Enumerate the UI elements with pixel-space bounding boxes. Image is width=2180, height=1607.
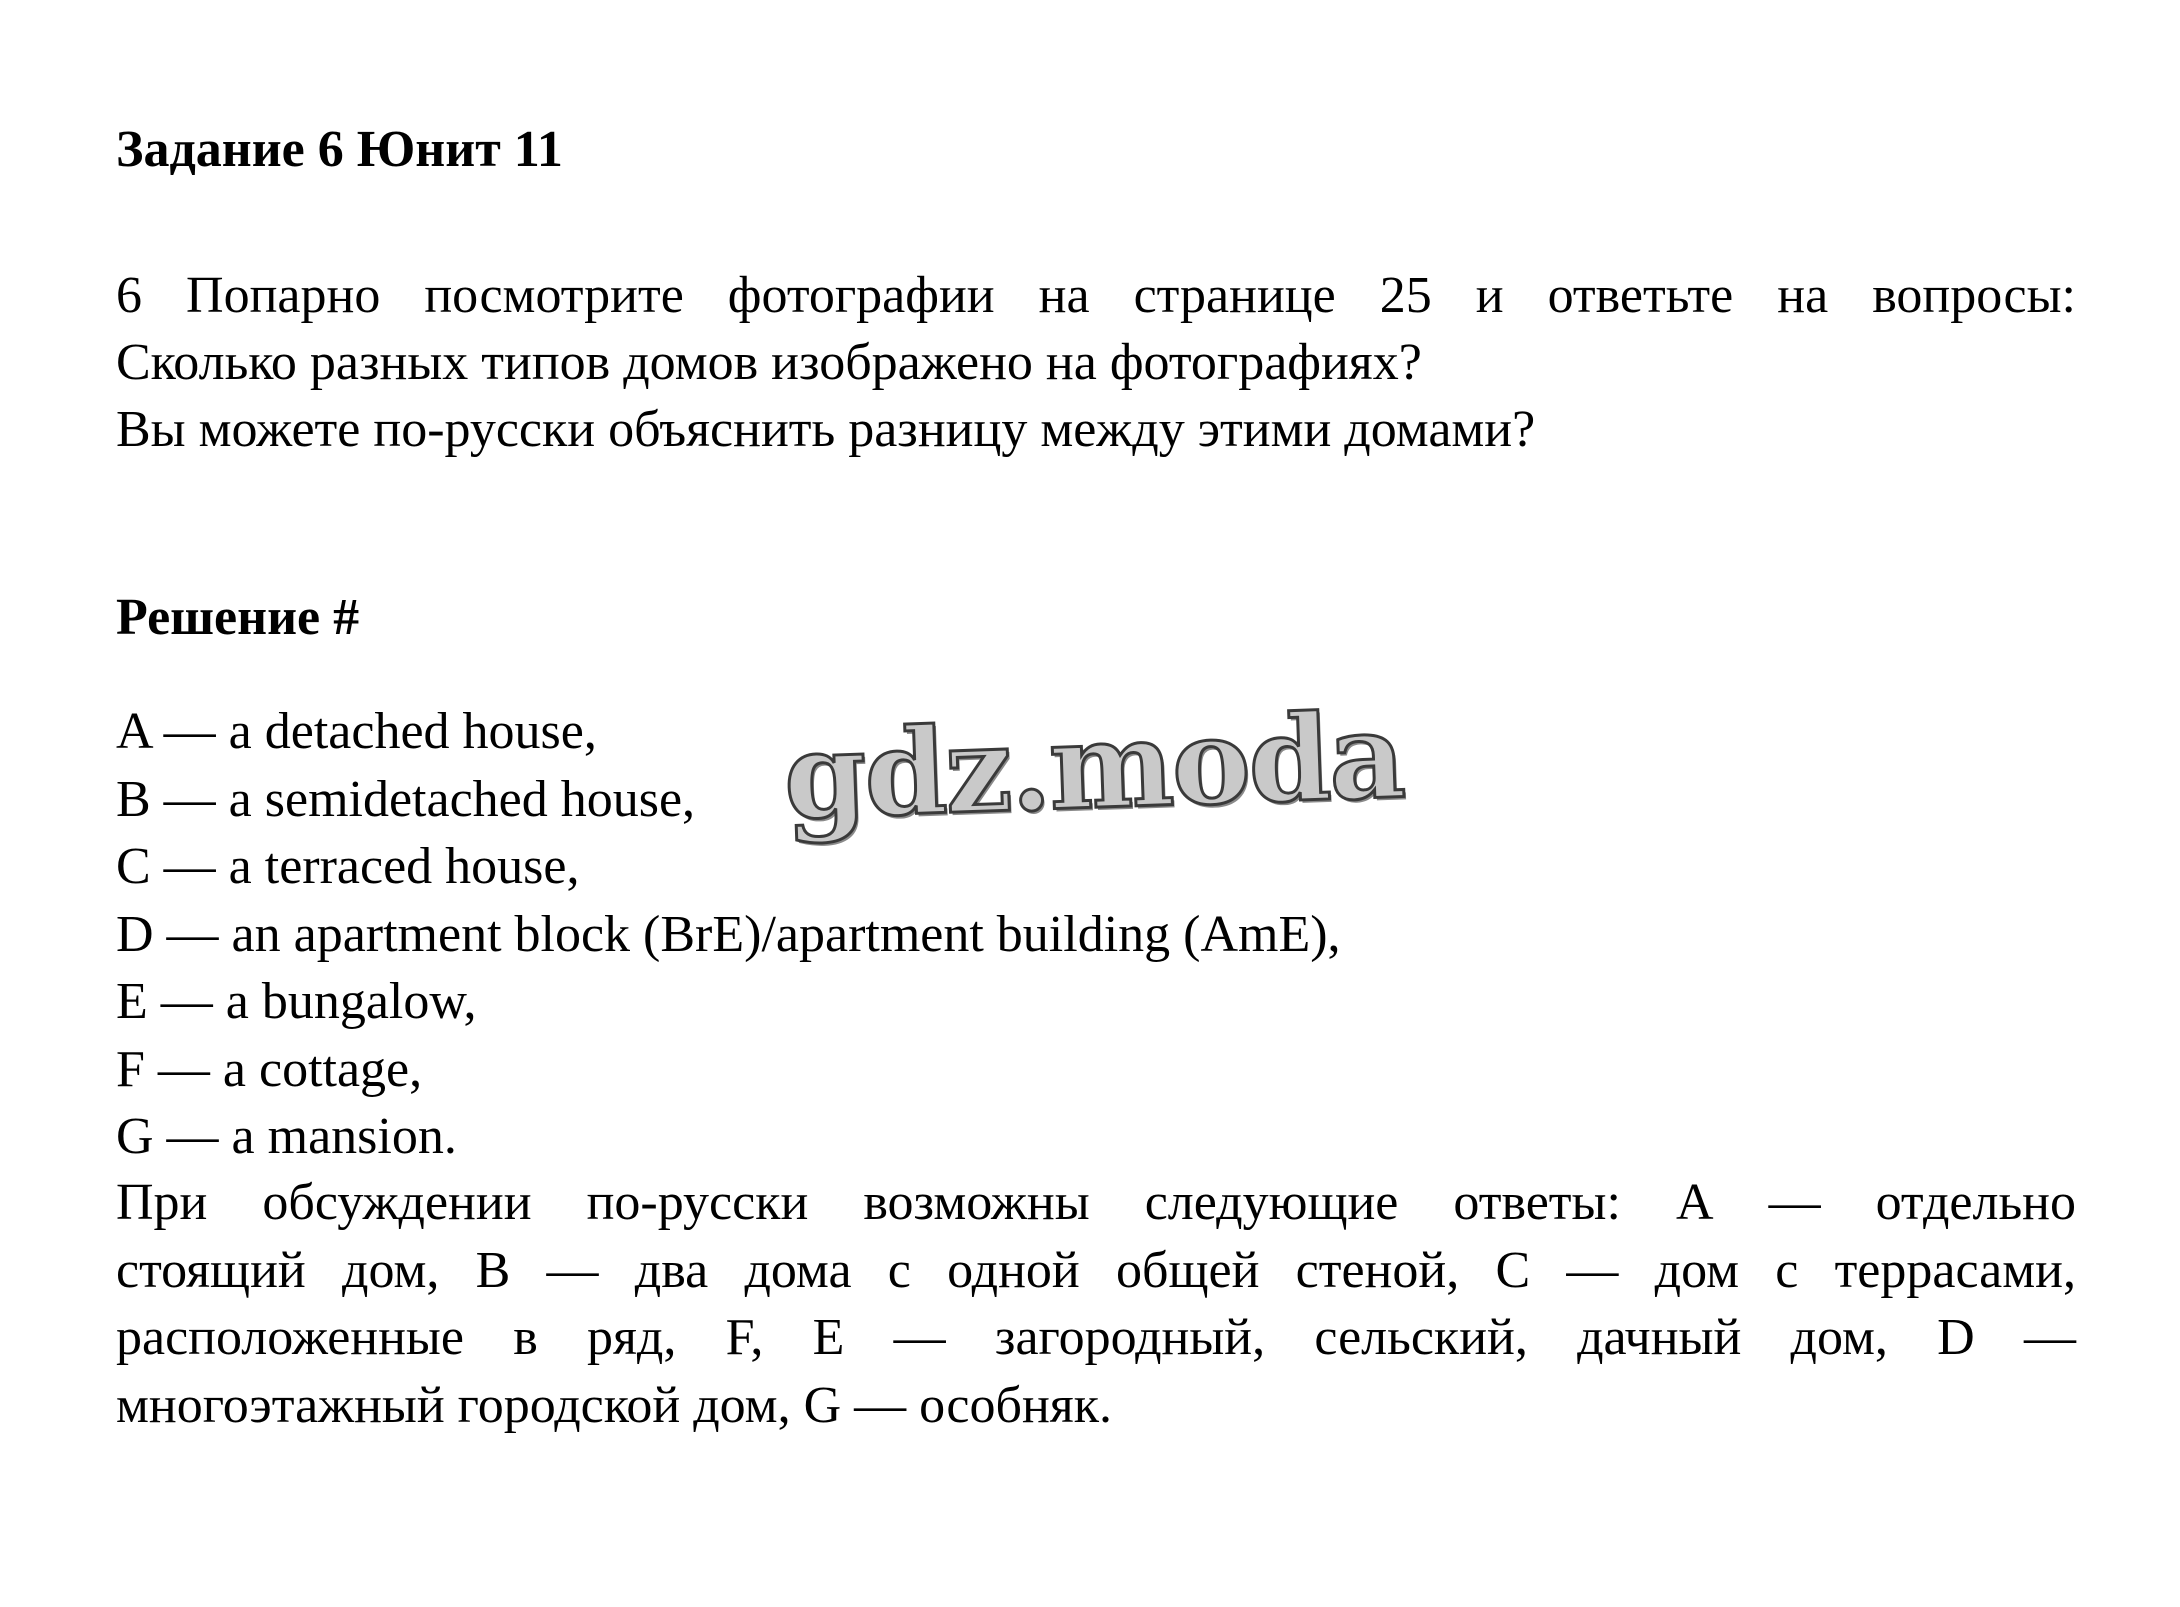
answer-item: E — a bungalow,	[116, 973, 477, 1030]
task-title: Задание 6 Юнит 11	[116, 121, 563, 178]
discussion-line: многоэтажный городской дом, G — особняк.	[116, 1376, 1112, 1434]
solution-title: Решение #	[116, 589, 360, 646]
discussion-paragraph	[116, 1169, 2076, 1439]
answer-item: D — an apartment block (BrE)/apartment building (AmE),	[116, 905, 1341, 963]
discussion-line: расположенные в ряд, F, Е — загородный, сельский, дачный дом, D —	[116, 1309, 2076, 1366]
task-question-line: 6 Попарно посмотрите фотографии на странице 25 и ответьте на вопросы:	[116, 267, 2076, 324]
task-question-line: Вы можете по-русски объяснить разницу между этими домами?	[116, 401, 1536, 458]
task-question	[116, 262, 2076, 463]
discussion-line: При обсуждении по-русски возможны следующие ответы: А — отдельно	[116, 1174, 2076, 1231]
answer-item: G — a mansion.	[116, 1108, 457, 1165]
answer-item: F — a cottage,	[116, 1040, 423, 1098]
answer-item: C — a terraced house,	[116, 838, 580, 895]
watermark-logo: gdz.moda	[781, 685, 1406, 846]
task-question-line: Сколько разных типов домов изображено на фотографиях?	[116, 334, 1422, 391]
answer-item: B — a semidetached house,	[116, 770, 696, 828]
answer-item: A — a detached house,	[116, 703, 597, 760]
discussion-line: стоящий дом, В — два дома с одной общей стеной, С — дом с террасами,	[116, 1241, 2076, 1299]
